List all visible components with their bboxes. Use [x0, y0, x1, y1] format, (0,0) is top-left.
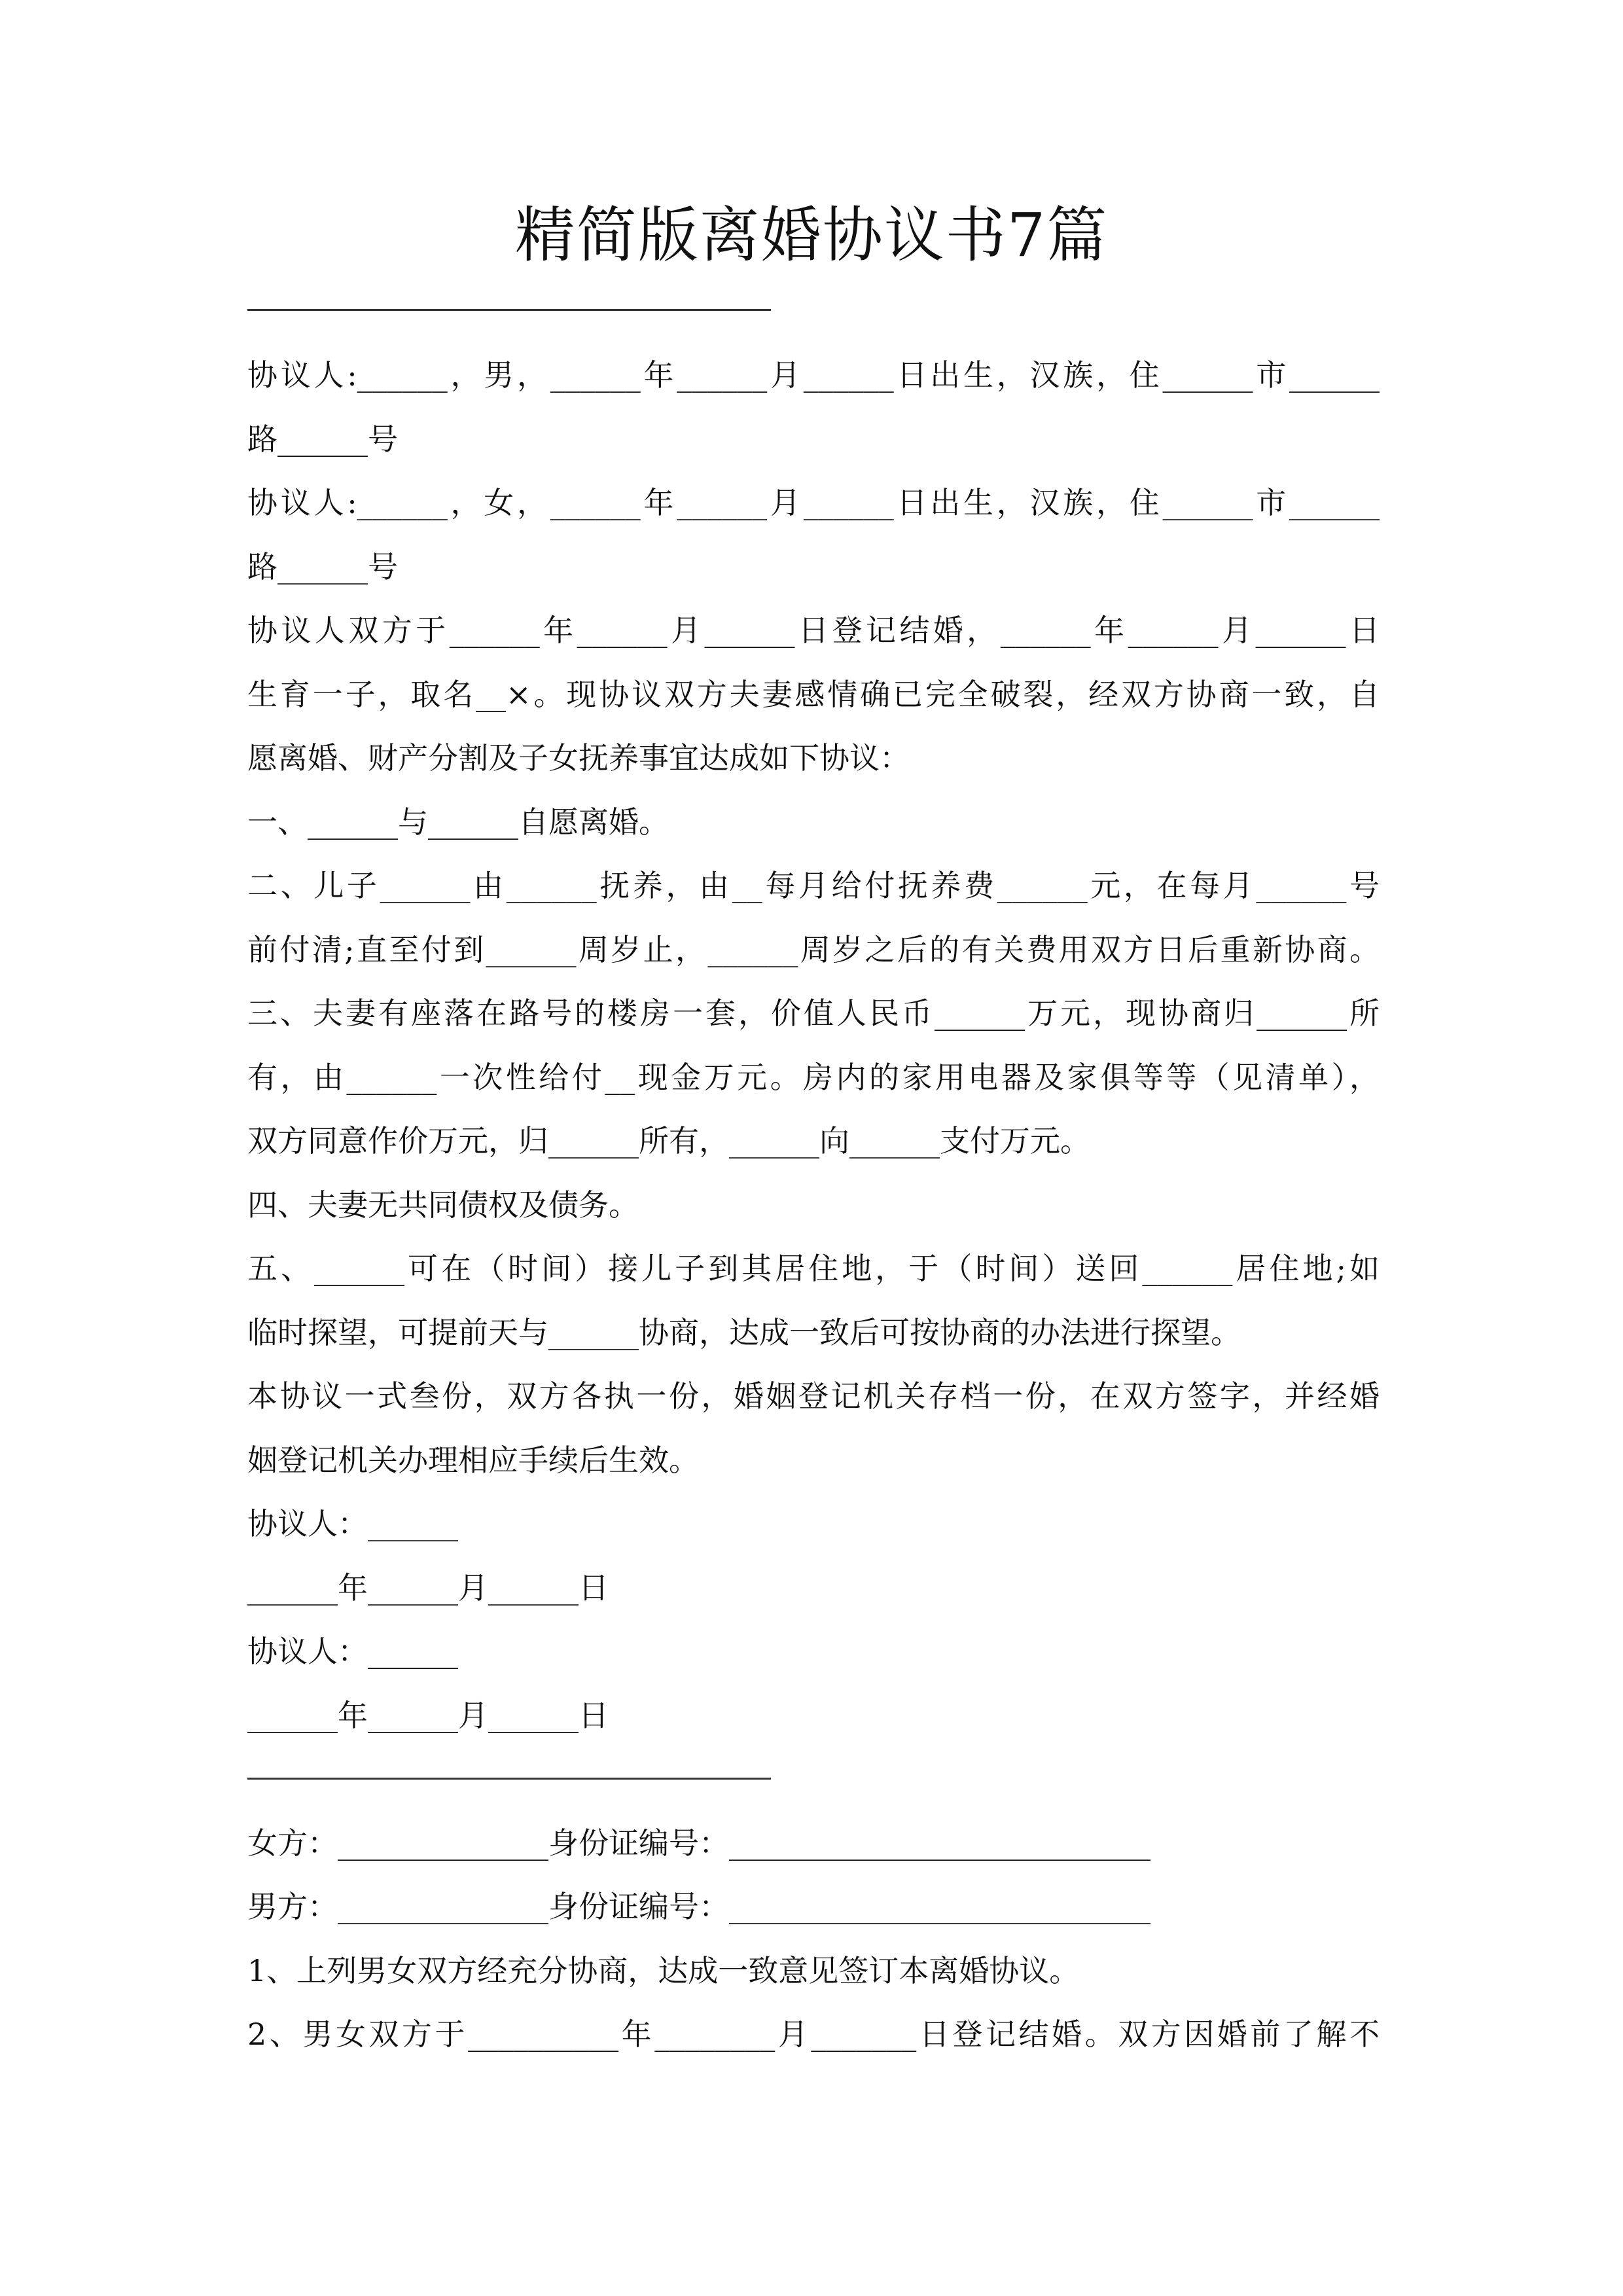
paragraph-line: 协议人双方于______年______月______日登记结婚，______年______月______日 — [247, 613, 1380, 648]
numbered-item-2: 2、男女双方于__________年________月_______日登记结婚。双方因婚前了解不 — [247, 2017, 1380, 2052]
paragraph-line: 姻登记机关办理相应手续后生效。 — [247, 1442, 699, 1478]
signature-date-1: ______年______月______日 — [247, 1570, 609, 1605]
paragraph-line: 本协议一式叁份，双方各执一份，婚姻登记机关存档一份，在双方签字，并经婚 — [247, 1378, 1380, 1414]
middle-divider — [247, 1778, 771, 1780]
signature-party-2: 协议人：______ — [247, 1634, 458, 1669]
signature-party-1: 协议人：______ — [247, 1506, 458, 1541]
clause-3: 三、夫妻有座落在路号的楼房一套，价值人民币______万元，现协商归______所 — [247, 996, 1380, 1031]
top-divider — [247, 309, 771, 311]
document-title: 精简版离婚协议书7篇 — [514, 200, 1109, 270]
paragraph-line: 路______号 — [247, 421, 398, 457]
paragraph-line: 双方同意作价万元，归______所有，______向______支付万元。 — [247, 1123, 1090, 1158]
paragraph-line: 愿离婚、财产分割及子女抚养事宜达成如下协议： — [247, 740, 910, 776]
female-party-line: 女方：______________身份证编号：____________________________ — [247, 1825, 1150, 1861]
clause-4: 四、夫妻无共同债权及债务。 — [247, 1187, 639, 1223]
signature-date-2: ______年______月______日 — [247, 1697, 609, 1733]
paragraph-line: 协议人:______，男，______年______月______日出生，汉族，住______市______ — [247, 357, 1380, 393]
clause-2: 二、儿子______由______抚养，由__每月给付抚养费______元，在每月______号 — [247, 868, 1380, 903]
male-party-line: 男方：______________身份证编号：____________________________ — [247, 1889, 1150, 1924]
paragraph-line: 临时探望，可提前天与______协商，达成一致后可按协商的办法进行探望。 — [247, 1314, 1241, 1350]
paragraph-line: 生育一子，取名__×。现协议双方夫妻感情确已完全破裂，经双方协商一致，自 — [247, 676, 1380, 712]
clause-1: 一、______与______自愿离婚。 — [247, 804, 669, 840]
paragraph-line: 有，由______一次性给付__现金万元。房内的家用电器及家俱等等（见清单）， — [247, 1059, 1380, 1095]
numbered-item-1: 1、上列男女双方经充分协商，达成一致意见签订本离婚协议。 — [247, 1952, 1080, 1988]
paragraph-line: 协议人:______，女，______年______月______日出生，汉族，住______市______ — [247, 485, 1380, 520]
paragraph-line: 路______号 — [247, 548, 398, 584]
document-body — [247, 344, 1380, 2067]
clause-5: 五、______可在（时间）接儿子到其居住地，于（时间）送回______居住地;如 — [247, 1251, 1380, 1286]
paragraph-line: 前付清;直至付到______周岁止，______周岁之后的有关费用双方日后重新协商。 — [247, 931, 1380, 967]
